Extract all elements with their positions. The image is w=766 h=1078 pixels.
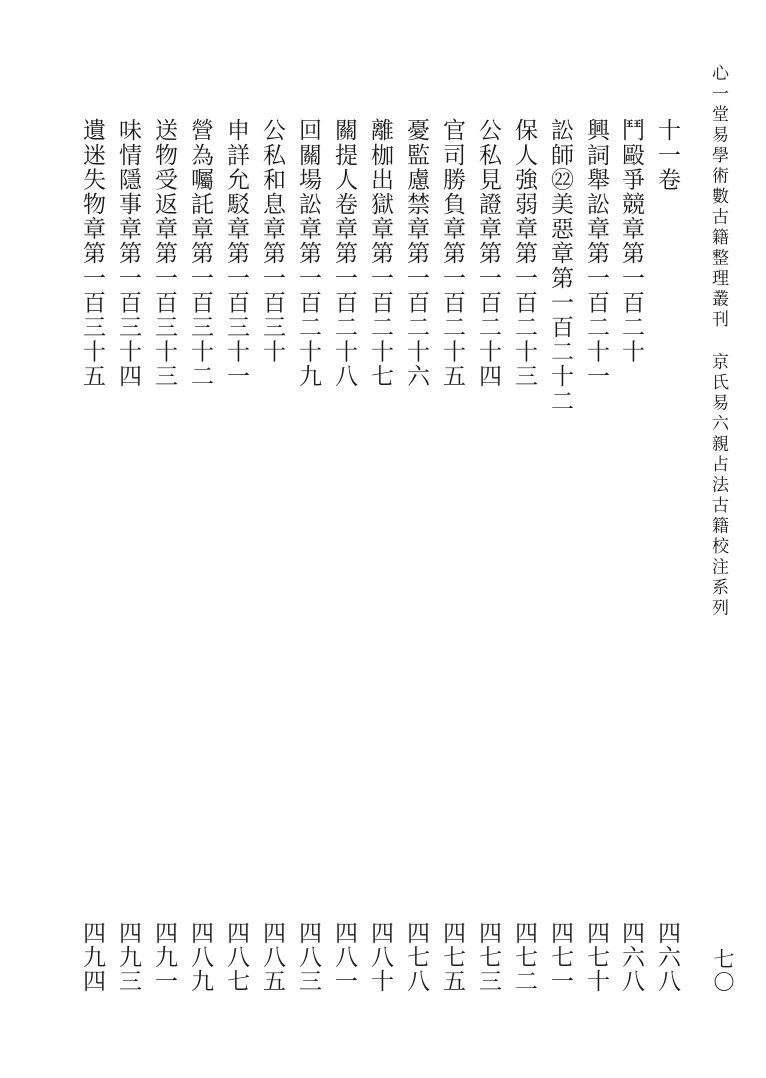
toc-title: 關提人卷章第一百二十八 (331, 118, 357, 389)
toc-page-number: 四八五 (259, 921, 285, 993)
toc-page-number: 四七三 (475, 921, 501, 993)
toc-title: 離枷出獄章第一百二十七 (367, 118, 393, 389)
toc-title: 味情隱事章第一百三十四 (115, 118, 141, 389)
toc-title: 遺迷失物章第一百三十五 (79, 118, 105, 389)
toc-title: 保人強弱章第一百二十三 (511, 118, 537, 389)
toc-page-number: 四八七 (223, 921, 249, 993)
toc-page-number: 四九四 (79, 921, 105, 993)
toc-title: 興詞舉訟章第一百二十一 (583, 118, 609, 389)
toc-page-number: 四八十 (367, 921, 393, 993)
toc-page-number: 四七二 (511, 921, 537, 993)
series-title: 心一堂易學術數古籍整理叢刊 (708, 64, 728, 331)
toc-page-number: 四九一 (151, 921, 177, 993)
toc-title: 回關場訟章第一百二十九 (295, 118, 321, 389)
toc-page-number: 四七一 (547, 921, 573, 993)
toc-page-number: 四九三 (115, 921, 141, 993)
toc-title: 營為囑託章第一百三十二 (187, 118, 213, 389)
toc-title: 送物受返章第一百三十三 (151, 118, 177, 389)
subseries-title: 京氏易六親占法古籍校注系列 (708, 352, 728, 619)
page-number: 七〇 (711, 948, 735, 994)
toc-title: 公私見證章第一百二十四 (475, 118, 501, 389)
toc-title: 官司勝負章第一百二十五 (439, 118, 465, 389)
toc-title: 申詳允駁章第一百三十一 (223, 118, 249, 389)
toc-page-number: 四七十 (583, 921, 609, 993)
volume-title: 十一卷 (654, 118, 680, 192)
toc-title: 鬥毆爭競章第一百二十 (618, 118, 644, 364)
toc-page-number: 四八九 (187, 921, 213, 993)
toc-title: 憂監慮禁章第一百二十六 (403, 118, 429, 389)
toc-page-number: 四七五 (439, 921, 465, 993)
toc-page-number: 四六八 (654, 921, 680, 993)
series-header (706, 64, 731, 619)
toc-page-number: 四七八 (403, 921, 429, 993)
toc-page-number: 四八一 (331, 921, 357, 993)
toc-page-number: 四六八 (618, 921, 644, 993)
toc-title: 公私和息章第一百三十 (259, 118, 285, 364)
toc-page-number: 四八三 (295, 921, 321, 993)
toc-title: 訟師㉒美惡章第一百二十二 (547, 118, 573, 414)
